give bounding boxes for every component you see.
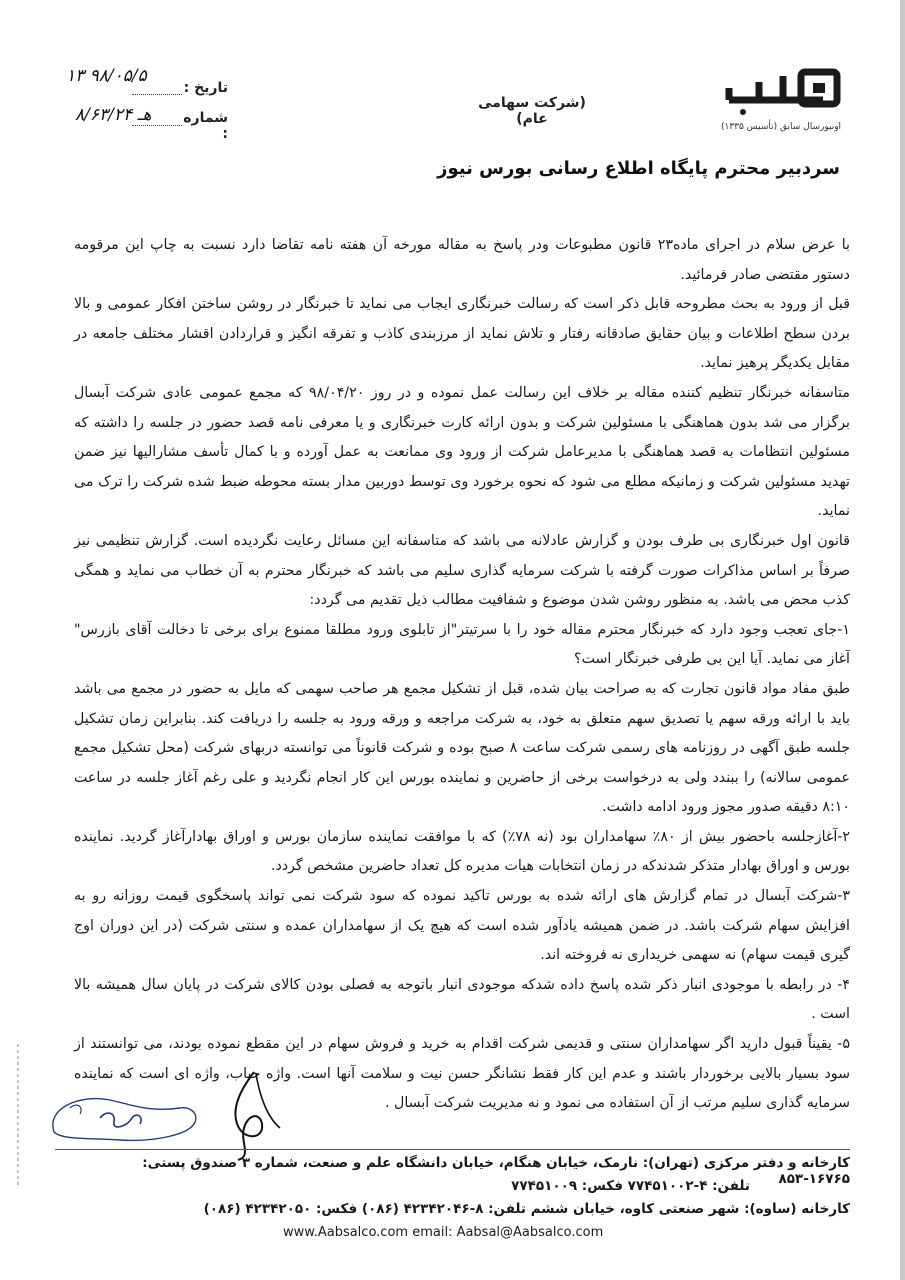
paragraph-item-2: ۲-آغازجلسه باحضور بیش از ۸۰٪ سهامداران بود (نه ۷۸٪) که با موافقت نماینده سازمان بورس و اوراق بهادارآغاز گردید. نماینده بورس و اوراق بهادار متذکر شدندکه در زمان انتخابات هیات مدیره کل تعداد حاضرین مشخص گردد. bbox=[74, 828, 851, 875]
paragraph-item-3: ۳-شرکت آبسال در تمام گزارش های ارائه شده به بورس تاکید نموده که سود شرکت نمی تواند پاسخگوی قیمت روزانه رو به افزایش سهام شرکت باشد. در ضمن همیشه یادآور شده است که هیچ یک از سهامداران عمده و سنتی شرکت (در این دوران اوج گیری قیمت سهام) نه سهمی خریداری نه فروخته اند. bbox=[74, 888, 850, 964]
number-value: ۸/۶۳/۲۴ هـ bbox=[75, 105, 152, 125]
paragraph-commercial-law: طبق مفاد مواد قانون تجارت که به صراحت بیان شده، قبل از تشکیل مجمع هر صاحب سهمی که مایل به حضور در مجمع می باشد باید با ارائه ورقه سهم یا تصدیق سهم متعلق به خود، به شرکت مراجعه و ورقه ورود به جلسه را دریافت کند. بنابراین زمان تشکیل جلسه طبق آگهی در روزنامه های رسمی شرکت ساعت ۸ صبح بوده و شرکت قانوناً می توانسته دربهای شرکت (محل تشکیل مجمع عمومی سالانه) را ببندد ولی به درخواست برخی از حاضرین و نماینده بورس این کار انجام نگردید و علی رغم آغاز جلسه در ساعت ۸:۱۰ دقیقه صدور مجوز ورود ادامه داشت. bbox=[74, 680, 850, 816]
number-dotted-line bbox=[132, 125, 182, 126]
date-label: تاریخ : bbox=[183, 80, 228, 96]
aabsal-logo bbox=[725, 66, 843, 118]
scan-edge bbox=[900, 0, 905, 1280]
signature-stamp bbox=[40, 1088, 210, 1150]
paragraph-impartiality: قانون اول خبرنگاری بی طرف بودن و گزارش عادلانه می باشد که متاسفانه این مسائل رعایت نگردیده است. گزارش تنظیمی نیز صرفاً بر اساس مذاکرات صورت گرفته با شرکت سرمایه گذاری سلیم می باشد که خبرنگار محترم به آن خطاب می نماید و همگی کذب محض می باشد. به منظور روشن شدن موضوع و شفافیت مطالب ذیل تقدیم می گردد: bbox=[74, 532, 850, 609]
addressee: سردبیر محترم پایگاه اطلاع رسانی بورس نیوز bbox=[437, 158, 840, 179]
paragraph-incident: متاسفانه خبرنگار تنظیم کننده مقاله بر خلاف این رسالت عمل نموده و در روز ۹۸/۰۴/۲۰ که مجمع عمومی عادی شرکت آبسال برگزار می شد بدون هماهنگی با مسئولین شرکت و بدون ارائه کارت خبرنگاری و یا معرفی نامه قصد حضور در جلسه را داشته که مسئولین انتظامات به قصد هماهنگی با مدیرعامل شرکت از ورود وی ممانعت به عمل آورده و با کمال تأسف مشارالیها نیز ضمن تهدید مسئولین شرکت و زمانیکه مطلع می شود که نحوه برخورد وی توسط دوربین مدار بسته محوطه ضبط شده شرکت را ترک می نماید. bbox=[74, 384, 850, 520]
paragraph-greeting: با عرض سلام در اجرای ماده۲۳ قانون مطبوعات ودر پاسخ به مقاله مورخه آن هفته نامه تقاضا دارد نسبت به چاپ این مرقومه دستور مقتضی صادر فرمائید. bbox=[74, 237, 850, 283]
paragraph-intro: قبل از ورود به بحث مطروحه قابل ذکر است که رسالت خبرنگاری ایجاب می نماید تا خبرنگار در روشن ساختن افکار عمومی و بالا بردن سطح اطلاعات و بیان حقایق صادقانه رفتار و تلاش نماید از مرزبندی کاذب و تفرقه انگیز و قراردادن اقشار مختلف جامعه در مقابل یکدیگر پرهیز نماید. bbox=[74, 296, 850, 372]
date-value: ۱۳ ۹۸/۰۵/۵ bbox=[66, 66, 147, 86]
letter-body bbox=[74, 231, 850, 1119]
number-label: شماره : bbox=[183, 110, 228, 142]
paragraph-item-5: ۵- یقیناً قبول دارید اگر سهامداران سنتی و قدیمی شرکت اقدام به خرید و فروش سهام در این مقطع نموده بودند، می توانستند از سود بسیار بالایی برخوردار باشند و عدم این کار فقط نشانگر حسن نیت و سلامت آنها است. واژه حباب، واژه ای است که نماینده سرمایه گذاری سلیم مرتب از آن استفاده می نمود و نه مدیریت شرکت آبسال . bbox=[74, 1036, 850, 1112]
paragraph-item-1: ۱-جای تعجب وجود دارد که خبرنگار محترم مقاله خود را با سرتیتر"از تابلوی ورود مطلقا ممنوع برای برخی تا دخالت آقای بازرس" آغاز می نماید. آیا این بی طرفی خبرنگار است؟ bbox=[74, 621, 850, 668]
footer-divider bbox=[55, 1149, 850, 1150]
date-dotted-line bbox=[132, 94, 182, 95]
paragraph-item-4: ۴- در رابطه با موجودی انبار ذکر شده پاسخ داده شدکه موجودی انبار باتوجه به فصلی بودن کالای شرکت در پایان سال همیشه بالا است . bbox=[74, 976, 850, 1023]
footer-address: کارخانه و دفتر مرکزی (تهران): نارمک، خیابان هنگام، خیابان دانشگاه علم و صنعت، شماره ۳ صندوق پستی: ۱۶۷۶۵-۸۵۳ bbox=[142, 1155, 850, 1187]
margin-barcode-text bbox=[10, 1040, 26, 1190]
footer-web-email: www.Aabsalco.com email: Aabsal@Aabsalco.com bbox=[283, 1225, 604, 1240]
footer-saveh-factory: کارخانه (ساوه): شهر صنعتی کاوه، خیابان ششم تلفن: ۸-۴۲۳۴۲۰۴۶ (۰۸۶) فکس: ۴۲۳۴۲۰۵۰ (۰۸۶) bbox=[203, 1201, 850, 1217]
company-type: (شرکت سهامی عام) bbox=[478, 95, 586, 127]
logo-subtitle: اونیورسال سابق (تأسیس ۱۳۳۵) bbox=[720, 122, 842, 132]
footer-phone: تلفن: ۴-۷۷۴۵۱۰۰۲ فکس: ۷۷۴۵۱۰۰۹ bbox=[511, 1178, 750, 1194]
